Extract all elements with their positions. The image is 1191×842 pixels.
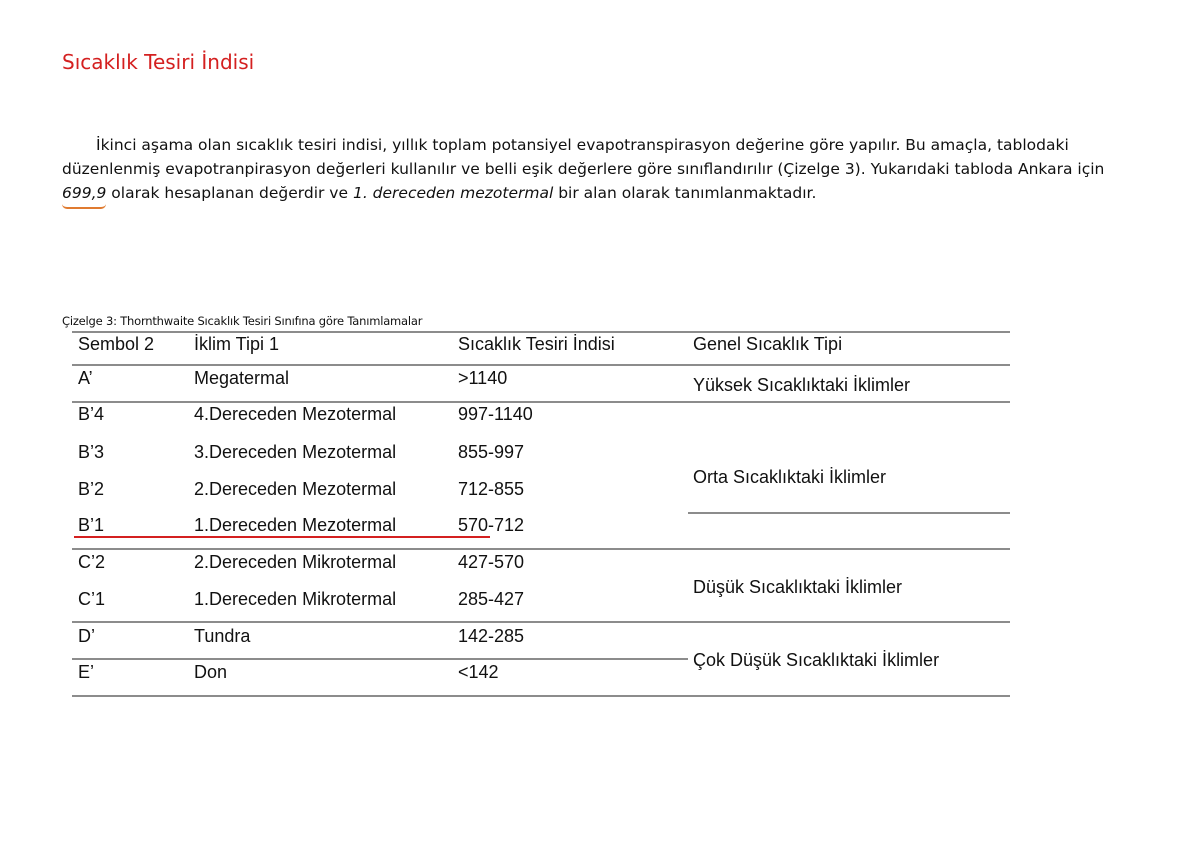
row-index: 570-712 [458,515,525,535]
row-index: >1140 [458,368,508,388]
table-rule [688,512,1010,514]
row-climate-type: 2.Dereceden Mikrotermal [194,552,397,572]
table-rule [72,695,1010,697]
row-index: 997-1140 [458,404,533,424]
header-index: Sıcaklık Tesiri İndisi [458,334,615,354]
row-index: 712-855 [458,479,525,499]
row-climate-type: Megatermal [194,368,290,388]
row-symbol: C’1 [78,589,106,609]
table-rule [72,401,1010,403]
header-general-type: Genel Sıcaklık Tipi [693,334,843,354]
row-index: 855-997 [458,442,525,462]
paragraph-text-3: bir alan olarak tanımlanmaktadır. [553,184,817,202]
row-index: 427-570 [458,552,525,572]
row-climate-type: 1.Dereceden Mikrotermal [194,589,397,609]
table-rule [72,548,1010,550]
page-title: Sıcaklık Tesiri İndisi [62,50,255,74]
table-caption: Çizelge 3: Thornthwaite Sıcaklık Tesiri Sınıfına göre Tanımlamalar [62,314,423,328]
row-climate-type: Don [194,662,228,682]
row-climate-type: 4.Dereceden Mezotermal [194,404,397,424]
paragraph-text-2: olarak hesaplanan değerdir ve [106,184,353,202]
table-rule [72,364,1010,366]
table-rule [72,658,688,660]
row-symbol: B’1 [78,515,105,535]
row-index: 142-285 [458,626,525,646]
group-high-temp: Yüksek Sıcaklıktaki İklimler [693,375,911,395]
row-climate-type: 1.Dereceden Mezotermal [194,515,397,535]
group-very-low-temp: Çok Düşük Sıcaklıktaki İklimler [693,650,940,670]
row-symbol: A’ [78,368,93,388]
table-rule [72,331,1010,333]
body-paragraph [62,133,1122,205]
row-symbol: B’4 [78,404,105,424]
table-rule [72,621,1010,623]
highlighted-value: 699,9 [62,181,106,205]
row-symbol: C’2 [78,552,106,572]
header-climate-type: İklim Tipi 1 [194,334,280,354]
row-symbol: B’2 [78,479,105,499]
annotation-underline [74,536,490,538]
row-symbol: B’3 [78,442,105,462]
group-mid-temp: Orta Sıcaklıktaki İklimler [693,467,887,487]
row-index: <142 [458,662,499,682]
row-climate-type: Tundra [194,626,251,646]
row-climate-type: 3.Dereceden Mezotermal [194,442,397,462]
row-climate-type: 2.Dereceden Mezotermal [194,479,397,499]
row-index: 285-427 [458,589,525,609]
group-low-temp: Düşük Sıcaklıktaki İklimler [693,577,903,597]
climate-class-name: 1. dereceden mezotermal [352,184,554,202]
row-symbol: D’ [78,626,95,646]
paragraph-text-1: İkinci aşama olan sıcaklık tesiri indisi, yıllık toplam potansiyel evapotranspirasyon değerine göre yapılır. Bu amaçla, tablodaki düzenlenmiş evapotranpirasyon değerleri kullanılır ve belli eşik değerlere göre sınıflandırılır (Çizelge 3). Yukarıdaki tabloda Ankara için [62,136,1105,178]
row-symbol: E’ [78,662,95,682]
header-symbol: Sembol 2 [78,334,155,354]
